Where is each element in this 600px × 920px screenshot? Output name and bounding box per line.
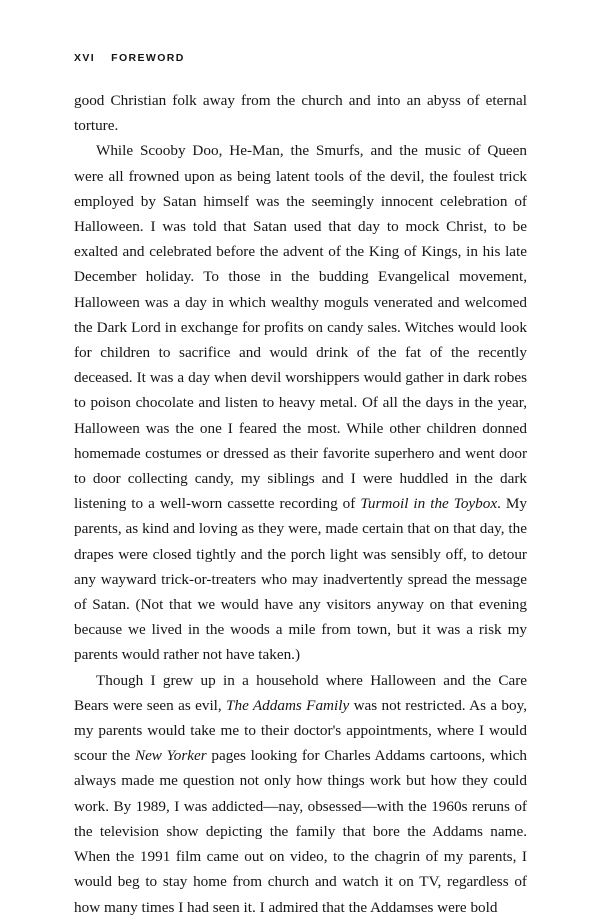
paragraph xyxy=(74,88,527,138)
running-head xyxy=(74,52,185,64)
italic-title: New Yorker xyxy=(134,747,207,765)
running-head-section: FOREWORD xyxy=(111,52,185,64)
paragraph xyxy=(74,138,527,667)
italic-title: Turmoil in the Toybox xyxy=(360,495,498,513)
italic-title: The Addams Family xyxy=(226,696,350,714)
text-run: pages looking for Charles Addams cartoons, which always made me question not only how things work but how they could work. By 1989, I was addicted—nay, obsessed—with the 1960s reruns of the television show depicting the family that bore the Addams name. When the 1991 film came out on video, to the chagrin of my parents, I would beg to stay home from church and watch it on TV, regardless of how many times I had seen it. I admired that the Addamses were bold xyxy=(74,747,528,916)
page-body-text xyxy=(74,88,527,920)
paragraph xyxy=(74,668,527,920)
page-folio: XVI xyxy=(74,52,96,64)
text-run: good Christian folk away from the church and into an abyss of eternal torture. xyxy=(74,92,527,135)
text-run: While Scooby Doo, He-Man, the Smurfs, and the music of Queen were all frowned upon as being latent tools of the devil, the foulest trick employed by Satan himself was the seemingly innocent celebration of Halloween. I was told that Satan used that day to mock Christ, to be exalted and celebrated before the advent of the King of Kings, in his late December holiday. To those in the budding Evangelical movement, Halloween was a day in which wealthy moguls venerated and welcomed the Dark Lord in exchange for profits on candy sales. Witches would look for children to sacrifice and would drink of the fat of the recently deceased. It was a day when devil worshippers would gather in dark robes to poison chocolate and listen to heavy metal. Of all the days in the year, Halloween was the one I feared the most. While other children donned homemade costumes or dressed as their favorite superhero and went door to door collecting candy, my siblings and I were huddled in the dark listening to a well-worn cassette recording of xyxy=(74,142,527,513)
text-run: Though I grew up in a household where Halloween and the Care Bears were seen as evil, xyxy=(74,671,527,714)
text-run: . My parents, as kind and loving as they were, made certain that on that day, the drapes were closed tightly and the porch light was sensibly off, to detour any wayward trick-or-treaters who may inadvertently spread the message of Satan. (Not that we would have any visitors anyway on that evening because we lived in the woods a mile from town, but it was a risk my parents would rather not have taken.) xyxy=(74,495,527,664)
text-run: was not restricted. As a boy, my parents would take me to their doctor's appointments, where I would scour the xyxy=(74,696,528,765)
